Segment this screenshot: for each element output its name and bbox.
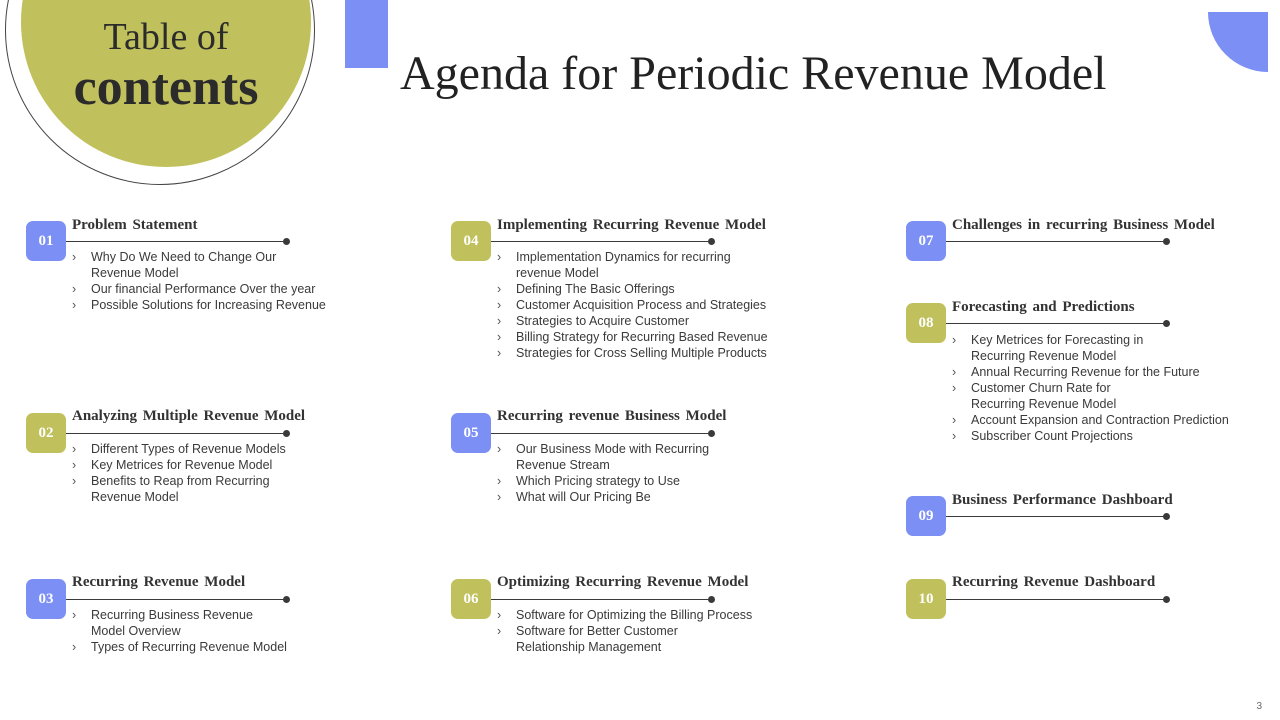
agenda-item-title: Business Performance Dashboard bbox=[952, 492, 1173, 508]
agenda-bullet-list bbox=[497, 441, 797, 505]
agenda-bullet-list bbox=[72, 249, 372, 313]
agenda-bullet-list bbox=[952, 332, 1280, 444]
agenda-item-title: Challenges in recurring Business Model bbox=[952, 217, 1215, 233]
agenda-bullet: › Software for Better Customer Relationship Management bbox=[497, 623, 716, 655]
connector-line bbox=[66, 241, 286, 242]
agenda-item-title: Recurring revenue Business Model bbox=[497, 408, 727, 424]
agenda-bullet: › Our Business Mode with Recurring Revenue Stream bbox=[497, 441, 736, 473]
agenda-item-title: Recurring Revenue Dashboard bbox=[952, 574, 1156, 590]
connector-line bbox=[946, 516, 1166, 517]
agenda-bullet: › Key Metrices for Forecasting in Recurring Revenue Model bbox=[952, 332, 1171, 364]
decorative-blue-rectangle bbox=[345, 0, 388, 68]
agenda-bullet: › Customer Acquisition Process and Strategies bbox=[497, 297, 817, 313]
agenda-bullet: › Different Types of Revenue Models bbox=[72, 441, 372, 457]
agenda-bullet: › What will Our Pricing Be bbox=[497, 489, 797, 505]
connector-line bbox=[946, 323, 1166, 324]
toc-heading bbox=[21, 18, 311, 114]
agenda-number-badge: 03 bbox=[26, 579, 66, 619]
agenda-bullet: › Subscriber Count Projections bbox=[952, 428, 1280, 444]
agenda-bullet: › Key Metrices for Revenue Model bbox=[72, 457, 372, 473]
agenda-bullet-list bbox=[72, 607, 372, 655]
decorative-blue-quarter-circle bbox=[1208, 12, 1268, 72]
agenda-bullet: › Defining The Basic Offerings bbox=[497, 281, 817, 297]
agenda-bullet: › Annual Recurring Revenue for the Future bbox=[952, 364, 1280, 380]
agenda-bullet: › Software for Optimizing the Billing Process bbox=[497, 607, 797, 623]
agenda-item-title: Optimizing Recurring Revenue Model bbox=[497, 574, 749, 590]
agenda-bullet: › Billing Strategy for Recurring Based Revenue bbox=[497, 329, 817, 345]
agenda-bullet: › Strategies for Cross Selling Multiple Products bbox=[497, 345, 817, 361]
agenda-item-title: Implementing Recurring Revenue Model bbox=[497, 217, 766, 233]
page-title: Agenda for Periodic Revenue Model bbox=[400, 47, 1107, 100]
toc-heading-line2: contents bbox=[73, 59, 259, 116]
agenda-item-title: Recurring Revenue Model bbox=[72, 574, 246, 590]
agenda-number-badge: 06 bbox=[451, 579, 491, 619]
agenda-bullet: › Why Do We Need to Change Our Revenue Model bbox=[72, 249, 311, 281]
agenda-item-title: Forecasting and Predictions bbox=[952, 299, 1135, 315]
agenda-number-badge: 01 bbox=[26, 221, 66, 261]
agenda-bullet-list bbox=[72, 441, 372, 505]
connector-line bbox=[491, 599, 711, 600]
connector-line bbox=[491, 433, 711, 434]
connector-line bbox=[66, 599, 286, 600]
agenda-bullet: › Which Pricing strategy to Use bbox=[497, 473, 797, 489]
agenda-number-badge: 05 bbox=[451, 413, 491, 453]
agenda-bullet: › Possible Solutions for Increasing Revenue bbox=[72, 297, 372, 313]
agenda-item-title: Analyzing Multiple Revenue Model bbox=[72, 408, 306, 424]
connector-line bbox=[946, 599, 1166, 600]
agenda-bullet-list bbox=[497, 607, 797, 655]
agenda-item-title: Problem Statement bbox=[72, 217, 198, 233]
agenda-number-badge: 04 bbox=[451, 221, 491, 261]
page-number: 3 bbox=[1256, 701, 1262, 712]
connector-line bbox=[66, 433, 286, 434]
agenda-number-badge: 07 bbox=[906, 221, 946, 261]
agenda-number-badge: 02 bbox=[26, 413, 66, 453]
agenda-bullet: › Account Expansion and Contraction Prediction bbox=[952, 412, 1280, 428]
toc-heading-line1: Table of bbox=[103, 16, 229, 58]
agenda-number-badge: 10 bbox=[906, 579, 946, 619]
agenda-bullet: › Strategies to Acquire Customer bbox=[497, 313, 817, 329]
agenda-bullet: › Recurring Business Revenue Model Overview bbox=[72, 607, 281, 639]
agenda-bullet: › Implementation Dynamics for recurring revenue Model bbox=[497, 249, 756, 281]
agenda-number-badge: 08 bbox=[906, 303, 946, 343]
agenda-number-badge: 09 bbox=[906, 496, 946, 536]
agenda-bullet: › Benefits to Reap from Recurring Revenue Model bbox=[72, 473, 301, 505]
agenda-bullet-list bbox=[497, 249, 817, 361]
agenda-bullet: › Types of Recurring Revenue Model bbox=[72, 639, 372, 655]
agenda-bullet: › Customer Churn Rate for Recurring Revenue Model bbox=[952, 380, 1151, 412]
agenda-bullet: › Our financial Performance Over the year bbox=[72, 281, 372, 297]
connector-line bbox=[491, 241, 711, 242]
connector-line bbox=[946, 241, 1166, 242]
